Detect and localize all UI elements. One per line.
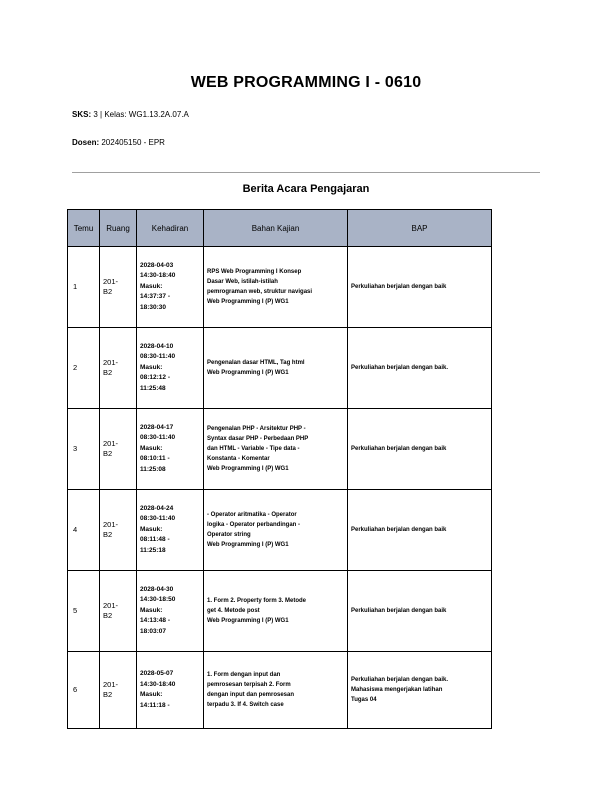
table-row <box>68 652 492 729</box>
cell-bap-line: Perkuliahan berjalan dengan baik <box>351 608 447 614</box>
dosen-line <box>72 138 165 147</box>
cell-ruang-line: B2 <box>103 287 113 296</box>
cell-ruang <box>100 490 137 571</box>
cell-bap <box>348 490 492 571</box>
cell-kehadiran-line: 08:10:11 - <box>140 455 170 463</box>
cell-bahan-kajian <box>204 409 348 490</box>
cell-kehadiran-line: Masuk: <box>140 363 163 371</box>
table-row <box>68 247 492 328</box>
cell-bahan-kajian-line: pemrosesan terpisah 2. Form <box>207 682 291 688</box>
cell-bahan-kajian-line: Pengenalan PHP - Arsitektur PHP - <box>207 426 306 432</box>
table-row <box>68 328 492 409</box>
table-header-row <box>68 210 492 247</box>
cell-bahan-kajian-line: dan HTML - Variable - Tipe data - <box>207 446 300 452</box>
cell-bahan-kajian-line: Pengenalan dasar HTML, Tag html <box>207 360 305 366</box>
cell-kehadiran-line: 11:25:08 <box>140 465 166 473</box>
cell-kehadiran-line: 18:30:30 <box>140 303 167 311</box>
section-title: Berita Acara Pengajaran <box>242 183 370 195</box>
header-bap: BAP <box>348 210 492 247</box>
cell-kehadiran <box>137 409 204 490</box>
cell-kehadiran-line: 18:03:07 <box>140 627 167 635</box>
dosen-label: Dosen: <box>72 138 100 147</box>
cell-kehadiran-line: Masuk: <box>140 606 163 614</box>
cell-bahan-kajian-line: pemrograman web, struktur navigasi <box>207 289 313 295</box>
cell-bahan-kajian-line: Web Programming I (P) WG1 <box>207 542 289 548</box>
sks-value: 3 | Kelas: WG1.13.2A.07.A <box>93 110 189 119</box>
cell-bahan-kajian-line: Web Programming I (P) WG1 <box>207 618 289 624</box>
cell-bap <box>348 571 492 652</box>
page-title: WEB PROGRAMMING I - 0610 <box>190 74 422 91</box>
cell-ruang-line: 201- <box>103 276 119 286</box>
cell-kehadiran <box>137 247 204 328</box>
cell-bahan-kajian-line: Syntax dasar PHP - Perbedaan PHP <box>207 436 309 442</box>
cell-bahan-kajian <box>204 247 348 328</box>
cell-kehadiran-line: Masuk: <box>140 691 163 698</box>
cell-kehadiran-line: 14:13:48 - <box>140 617 170 625</box>
cell-bap <box>348 247 492 328</box>
cell-bahan-kajian <box>204 328 348 409</box>
cell-ruang-line: B2 <box>103 449 113 458</box>
bap-table <box>67 209 492 729</box>
cell-kehadiran <box>137 571 204 652</box>
cell-ruang-line: B2 <box>103 530 113 539</box>
cell-kehadiran <box>137 652 204 729</box>
cell-kehadiran-line: 14:30-18:40 <box>140 272 176 280</box>
cell-bahan-kajian-line: Dasar Web, istilah-istilah <box>207 279 278 285</box>
cell-kehadiran-line: 11:25:48 <box>140 384 166 392</box>
cell-bahan-kajian-line: Web Programming I (P) WG1 <box>207 466 289 472</box>
cell-ruang <box>100 571 137 652</box>
cell-bahan-kajian-line: get 4. Metode post <box>207 608 260 614</box>
cell-temu: 4 <box>68 490 100 571</box>
cell-temu: 6 <box>68 652 100 729</box>
cell-kehadiran-line: 2028-04-30 <box>140 585 174 593</box>
cell-temu: 1 <box>68 247 100 328</box>
cell-bap-line: Perkuliahan berjalan dengan baik <box>351 446 447 452</box>
cell-bahan-kajian <box>204 652 348 729</box>
cell-ruang <box>100 409 137 490</box>
cell-ruang-line: B2 <box>103 690 113 699</box>
cell-bahan-kajian-line: - Operator aritmatika - Operator <box>207 512 297 518</box>
cell-bahan-kajian-line: Operator string <box>207 532 251 538</box>
cell-temu: 3 <box>68 409 100 490</box>
cell-ruang-line: B2 <box>103 368 113 377</box>
cell-kehadiran-line: 08:30-11:40 <box>140 515 176 523</box>
cell-bahan-kajian-line: RPS Web Programming I Konsep <box>207 269 302 275</box>
table-row <box>68 409 492 490</box>
cell-bahan-kajian <box>204 490 348 571</box>
cell-bahan-kajian-line: Web Programming I (P) WG1 <box>207 370 289 376</box>
header-ruang: Ruang <box>100 210 137 247</box>
table-row <box>68 490 492 571</box>
cell-kehadiran-line: 2028-04-03 <box>140 261 174 269</box>
cell-temu: 5 <box>68 571 100 652</box>
cell-kehadiran <box>137 490 204 571</box>
cell-bahan-kajian-line: logika - Operator perbandingan - <box>207 522 301 528</box>
table-body <box>68 247 492 729</box>
cell-bap-line: Perkuliahan berjalan dengan baik. <box>351 677 449 683</box>
cell-bap-line: Mahasiswa mengerjakan latihan <box>351 687 443 693</box>
cell-bap-line: Tugas 04 <box>351 697 377 703</box>
cell-ruang <box>100 328 137 409</box>
cell-bap <box>348 328 492 409</box>
cell-kehadiran <box>137 328 204 409</box>
cell-bap-line: Perkuliahan berjalan dengan baik <box>351 527 447 533</box>
cell-bap-line: Perkuliahan berjalan dengan baik <box>351 284 447 290</box>
cell-bap <box>348 409 492 490</box>
sks-label: SKS: <box>72 110 92 119</box>
cell-kehadiran-line: 2028-04-17 <box>140 423 174 431</box>
header-bahan-kajian: Bahan Kajian <box>204 210 348 247</box>
cell-ruang <box>100 652 137 729</box>
cell-ruang-line: 201- <box>103 600 119 610</box>
cell-bahan-kajian-line: 1. Form dengan input dan <box>207 672 281 678</box>
cell-kehadiran-line: 2028-04-10 <box>140 342 174 350</box>
cell-kehadiran-line: 14:37:37 - <box>140 293 170 301</box>
cell-temu: 2 <box>68 328 100 409</box>
cell-bahan-kajian-line: terpadu 3. If 4. Switch case <box>207 702 284 708</box>
cell-ruang-line: 201- <box>103 519 119 529</box>
cell-ruang-line: 201- <box>103 438 119 448</box>
header-temu: Temu <box>68 210 100 247</box>
cell-kehadiran-line: 14:11:18 - <box>140 701 170 709</box>
table-row <box>68 571 492 652</box>
cell-kehadiran-line: 14:30-18:50 <box>140 596 176 604</box>
cell-ruang-line: 201- <box>103 357 119 367</box>
cell-bahan-kajian-line: Konstanta - Komentar <box>207 456 270 462</box>
cell-kehadiran-line: 2028-04-24 <box>140 504 174 512</box>
divider <box>72 172 540 173</box>
cell-kehadiran-line: 14:30-18:40 <box>140 680 176 688</box>
sks-kelas-line <box>72 110 189 119</box>
cell-kehadiran-line: Masuk: <box>140 282 163 290</box>
cell-bahan-kajian-line: 1. Form 2. Property form 3. Metode <box>207 598 307 604</box>
cell-kehadiran-line: 08:30-11:40 <box>140 353 176 361</box>
cell-kehadiran-line: 11:25:18 <box>140 546 166 554</box>
cell-bap <box>348 652 492 729</box>
cell-ruang-line: 201- <box>103 679 119 689</box>
cell-kehadiran-line: 2028-05-07 <box>140 670 174 677</box>
cell-bahan-kajian-line: Web Programming I (P) WG1 <box>207 299 289 305</box>
cell-kehadiran-line: Masuk: <box>140 444 163 452</box>
header-kehadiran: Kehadiran <box>137 210 204 247</box>
cell-kehadiran-line: 08:30-11:40 <box>140 434 176 442</box>
cell-kehadiran-line: 08:11:48 - <box>140 536 170 544</box>
cell-ruang <box>100 247 137 328</box>
cell-kehadiran-line: 08:12:12 - <box>140 374 170 382</box>
dosen-value: 202405150 - EPR <box>101 138 165 147</box>
cell-bap-line: Perkuliahan berjalan dengan baik. <box>351 365 449 371</box>
cell-kehadiran-line: Masuk: <box>140 525 163 533</box>
cell-bahan-kajian <box>204 571 348 652</box>
cell-ruang-line: B2 <box>103 611 113 620</box>
cell-bahan-kajian-line: dengan input dan pemrosesan <box>207 692 295 698</box>
